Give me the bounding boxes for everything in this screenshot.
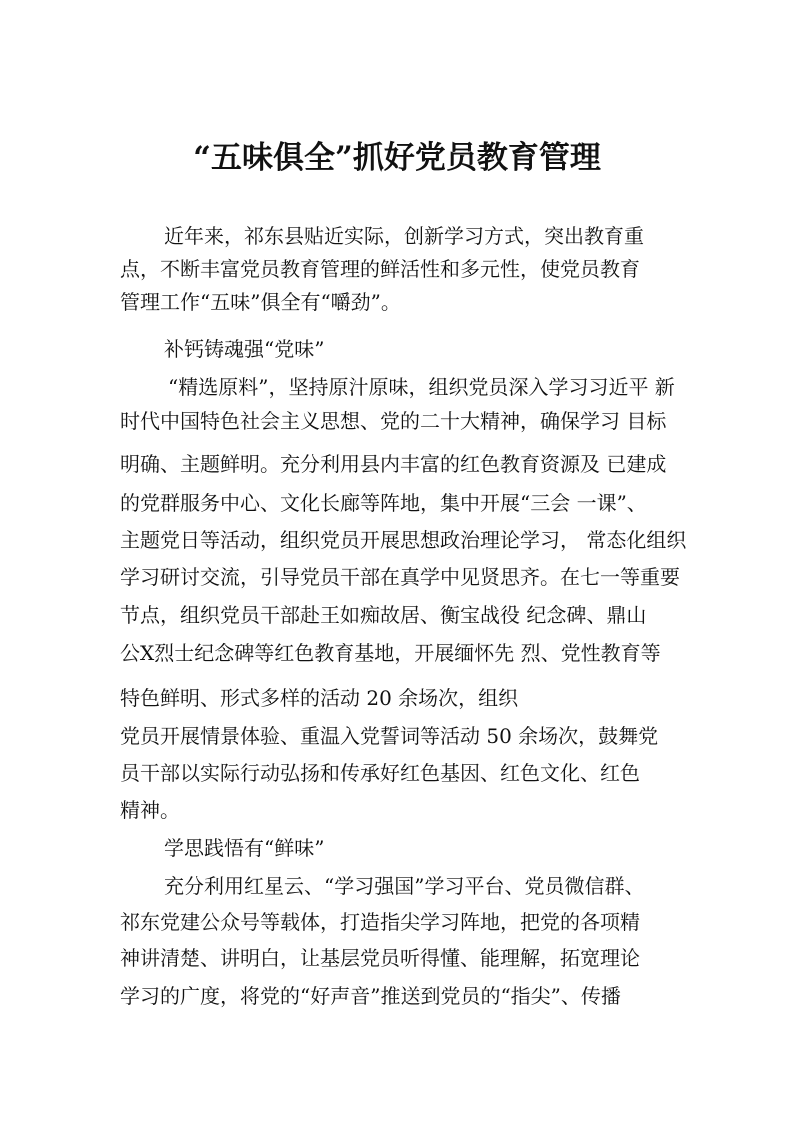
paragraph-line: 员干部以实际行动弘扬和传承好红色基因、红色文化、红色 (120, 761, 640, 785)
section-heading-fresh-flavor: 学思践悟有“鲜味” (164, 836, 325, 860)
paragraph-line: 学习的广度，将党的“好声音”推送到党员的“指尖”、传播 (120, 984, 621, 1008)
paragraph-line: 祁东党建公众号等载体，打造指尖学习阵地，把党的各项精 (120, 910, 640, 934)
document-title: “五味俱全”抓好党员教育管理 (193, 140, 601, 176)
paragraph-line: 近年来，祁东县贴近实际，创新学习方式，突出教育重 (164, 224, 644, 248)
paragraph-line: 主题党日等活动，组织党员开展思想政治理论学习， 常态化组织 (120, 528, 687, 552)
paragraph-line: 管理工作“五味”俱全有“嚼劲”。 (120, 290, 401, 314)
paragraph-line: 节点，组织党员干部赴王如痴故居、衡宝战役 纪念碑、鼎山 (120, 603, 647, 627)
paragraph-line: 特色鲜明、形式多样的活动 20 余场次，组织 (120, 686, 519, 710)
paragraph-line: 党员开展情景体验、重温入党誓词等活动 50 余场次，鼓舞党 (120, 724, 659, 748)
paragraph-line: “精选原料”，坚持原汁原味，组织党员深入学习习近平 新 (168, 375, 675, 399)
paragraph-line: 时代中国特色社会主义思想、党的二十大精神，确保学习 目标 (120, 409, 667, 433)
paragraph-line: 的党群服务中心、文化长廊等阵地，集中开展“三会 一课”、 (120, 491, 647, 515)
section-heading-party-flavor: 补钙铸魂强“党味” (164, 337, 325, 361)
paragraph-line: 明确、主题鲜明。充分利用县内丰富的红色教育资源及 已建成 (120, 452, 667, 476)
paragraph-line: 充分利用红星云、“学习强国”学习平台、党员微信群、 (164, 874, 645, 898)
paragraph-line: 点，不断丰富党员教育管理的鲜活性和多元性，使党员教育 (120, 257, 640, 281)
paragraph-line: 学习研讨交流，引导党员干部在真学中见贤思齐。在七一等重要 (120, 565, 680, 589)
paragraph-line: 公X烈士纪念碑等红色教育基地，开展缅怀先 烈、党性教育等 (120, 641, 661, 665)
paragraph-line: 精神。 (120, 798, 180, 822)
paragraph-line: 神讲清楚、讲明白，让基层党员听得懂、能理解，拓宽理论 (120, 946, 640, 970)
